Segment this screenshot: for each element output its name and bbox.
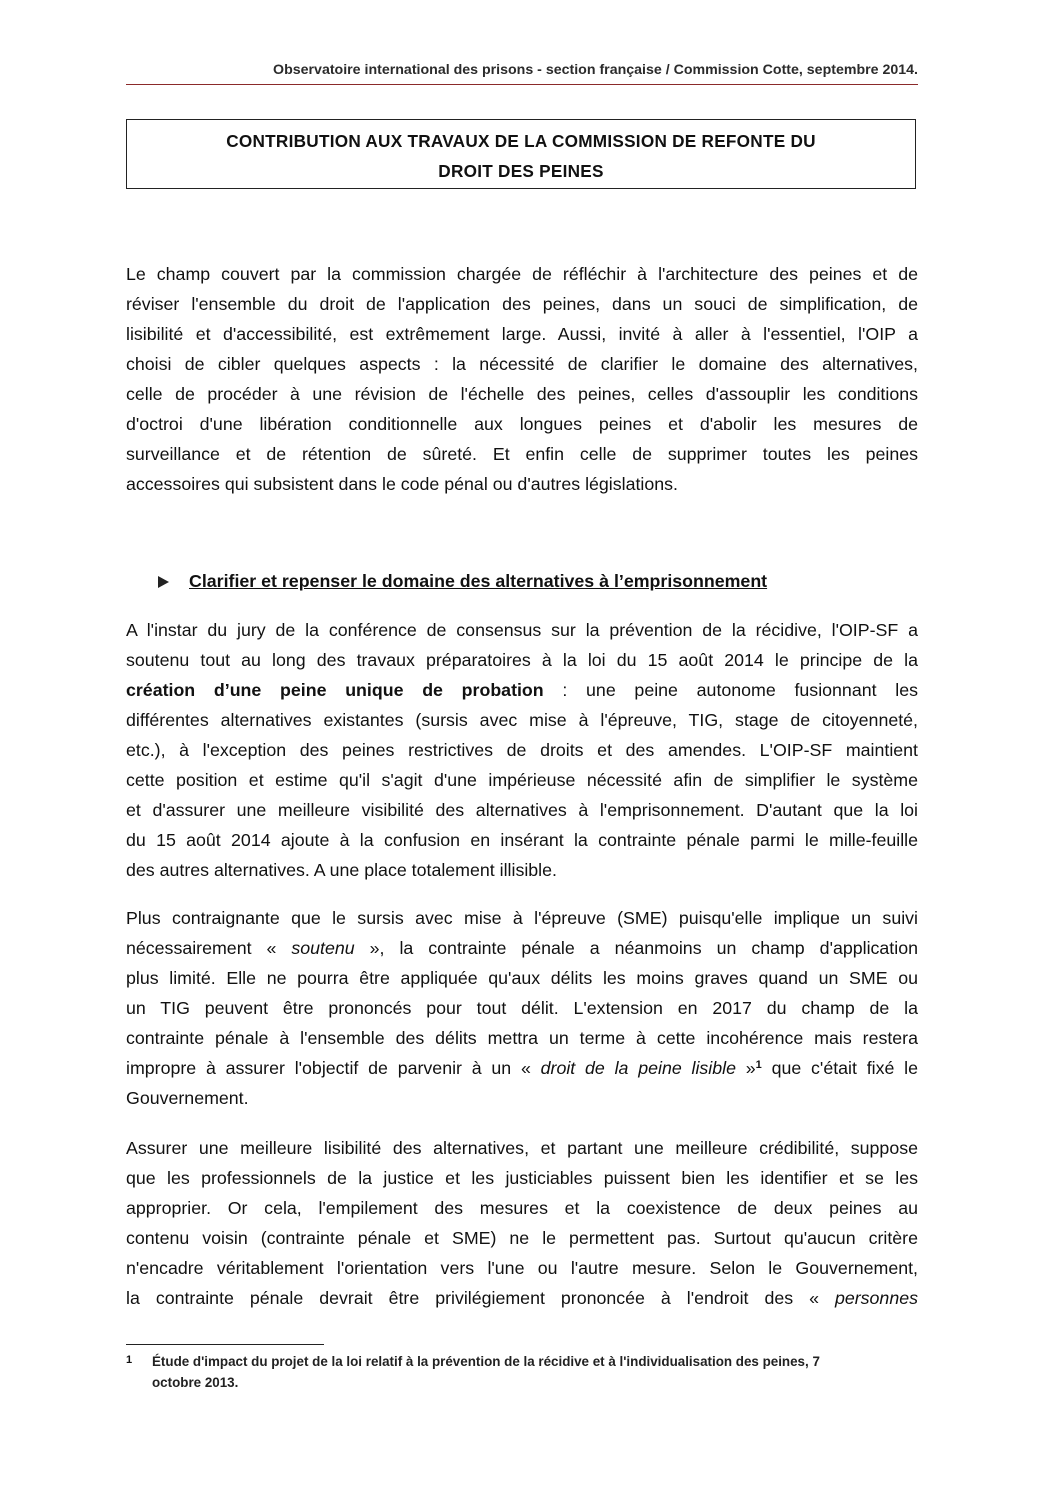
running-header: Observatoire international des prisons - section française / Commission Cotte, septembre 2014. bbox=[126, 62, 918, 85]
text-line bbox=[126, 675, 918, 705]
footnote-number: 1 bbox=[126, 1354, 133, 1366]
footnote-reference[interactable]: 1 bbox=[755, 1059, 762, 1071]
title-line-2: DROIT DES PEINES bbox=[438, 161, 604, 181]
text-line: Le champ couvert par la commission chargée de réfléchir à l'architecture des peines et de bbox=[126, 264, 918, 284]
footnote-line: Étude d'impact du projet de la loi relatif à la prévention de la récidive et à l'individualisation des peines, 7 bbox=[152, 1354, 820, 1369]
text-line: d'octroi d'une libération conditionnelle aux longues peines et d'abolir les mesures de bbox=[126, 414, 918, 434]
text-line: un TIG peuvent être prononcés pour tout délit. L'extension en 2017 du champ de la bbox=[126, 998, 918, 1018]
text-line: approprier. Or cela, l'empilement des mesures et la coexistence de deux peines au bbox=[126, 1198, 918, 1218]
text-line: etc.), à l'exception des peines restrictives de droits et des amendes. L'OIP-SF maintient bbox=[126, 740, 918, 760]
title-line-1: CONTRIBUTION AUX TRAVAUX DE LA COMMISSION DE REFONTE DU bbox=[226, 131, 816, 151]
text-line: lisibilité et d'accessibilité, est extrêmement large. Aussi, invité à aller à l'essentiel, l'OIP a bbox=[126, 324, 918, 344]
text-line: cette position et estime qu'il s'agit d'une impérieuse nécessité afin de simplifier le système bbox=[126, 770, 918, 790]
text-line: des autres alternatives. A une place totalement illisible. bbox=[126, 860, 557, 880]
text-line: celle de procéder à une révision de l'échelle des peines, celles d'assouplir les conditions bbox=[126, 384, 918, 404]
text-line: choisi de cibler quelques aspects : la nécessité de clarifier le domaine des alternatives, bbox=[126, 354, 918, 374]
text-run: nécessairement « bbox=[126, 938, 292, 958]
text-run: que c'était fixé le bbox=[761, 1058, 919, 1078]
text-run: » bbox=[735, 1058, 756, 1078]
section-paragraph-2 bbox=[126, 903, 918, 1113]
text-run: », la contrainte pénale a néanmoins un champ d'application bbox=[354, 938, 918, 958]
text-line: Assurer une meilleure lisibilité des alternatives, et partant une meilleure crédibilité, suppose bbox=[126, 1138, 918, 1158]
text-line: Gouvernement. bbox=[126, 1088, 249, 1108]
text-line: A l'instar du jury de la conférence de consensus sur la prévention de la récidive, l'OIP-SF a bbox=[126, 620, 918, 640]
text-line: soutenu tout au long des travaux préparatoires à la loi du 15 août 2014 le principe de la bbox=[126, 650, 918, 670]
text-line: Plus contraignante que le sursis avec mise à l'épreuve (SME) puisqu'elle implique un suivi bbox=[126, 908, 918, 928]
text-line: et d'assurer une meilleure visibilité des alternatives à l'emprisonnement. D'autant que la loi bbox=[126, 800, 918, 820]
text-run: la contrainte pénale devrait être privilégiement prononcée à l'endroit des « bbox=[126, 1288, 835, 1308]
text-line: contenu voisin (contrainte pénale et SME) ne le permettent pas. Surtout qu'aucun critère bbox=[126, 1228, 918, 1248]
italic-phrase: soutenu bbox=[291, 938, 355, 958]
text-line: surveillance et de rétention de sûreté. Et enfin celle de supprimer toutes les peines bbox=[126, 444, 918, 464]
text-line: différentes alternatives existantes (sursis avec mise à l'épreuve, TIG, stage de citoyenneté, bbox=[126, 710, 918, 730]
section-heading bbox=[158, 566, 767, 596]
footnote-separator bbox=[126, 1344, 324, 1345]
arrow-bullet-icon bbox=[158, 576, 169, 588]
footnote-line: octobre 2013. bbox=[152, 1375, 239, 1390]
text-line: accessoires qui subsistent dans le code pénal ou d'autres législations. bbox=[126, 474, 678, 494]
text-line: du 15 août 2014 ajoute à la confusion en insérant la contrainte pénale parmi le mille-feuille bbox=[126, 830, 918, 850]
section-paragraph-1 bbox=[126, 615, 918, 885]
text-run: impropre à assurer l'objectif de parvenir à un « bbox=[126, 1058, 541, 1078]
text-line bbox=[126, 1283, 918, 1313]
section-heading-text: Clarifier et repenser le domaine des alternatives à l’emprisonnement bbox=[189, 571, 768, 591]
italic-phrase: personnes bbox=[834, 1288, 918, 1308]
intro-paragraph bbox=[126, 259, 918, 499]
bold-phrase: création d’une peine unique de probation bbox=[126, 680, 544, 700]
text-line: n'encadre véritablement l'orientation vers l'une ou l'autre mesure. Selon le Gouvernement, bbox=[126, 1258, 918, 1278]
text-line bbox=[126, 933, 918, 963]
text-run: : une peine autonome fusionnant les bbox=[543, 680, 918, 700]
text-line: que les professionnels de la justice et les justiciables puissent bien les identifier et se les bbox=[126, 1168, 918, 1188]
italic-phrase: droit de la peine lisible bbox=[540, 1058, 736, 1078]
text-line: réviser l'ensemble du droit de l'application des peines, dans un souci de simplification, de bbox=[126, 294, 918, 314]
text-line: plus limité. Elle ne pourra être appliquée qu'aux délits les moins graves quand un SME ou bbox=[126, 968, 918, 988]
section-paragraph-3 bbox=[126, 1133, 918, 1313]
document-title-box bbox=[126, 119, 916, 189]
footnote-text bbox=[152, 1351, 912, 1393]
text-line: contrainte pénale à l'ensemble des délits mettra un terme à cette incohérence mais restera bbox=[126, 1028, 918, 1048]
text-line bbox=[126, 1053, 918, 1083]
